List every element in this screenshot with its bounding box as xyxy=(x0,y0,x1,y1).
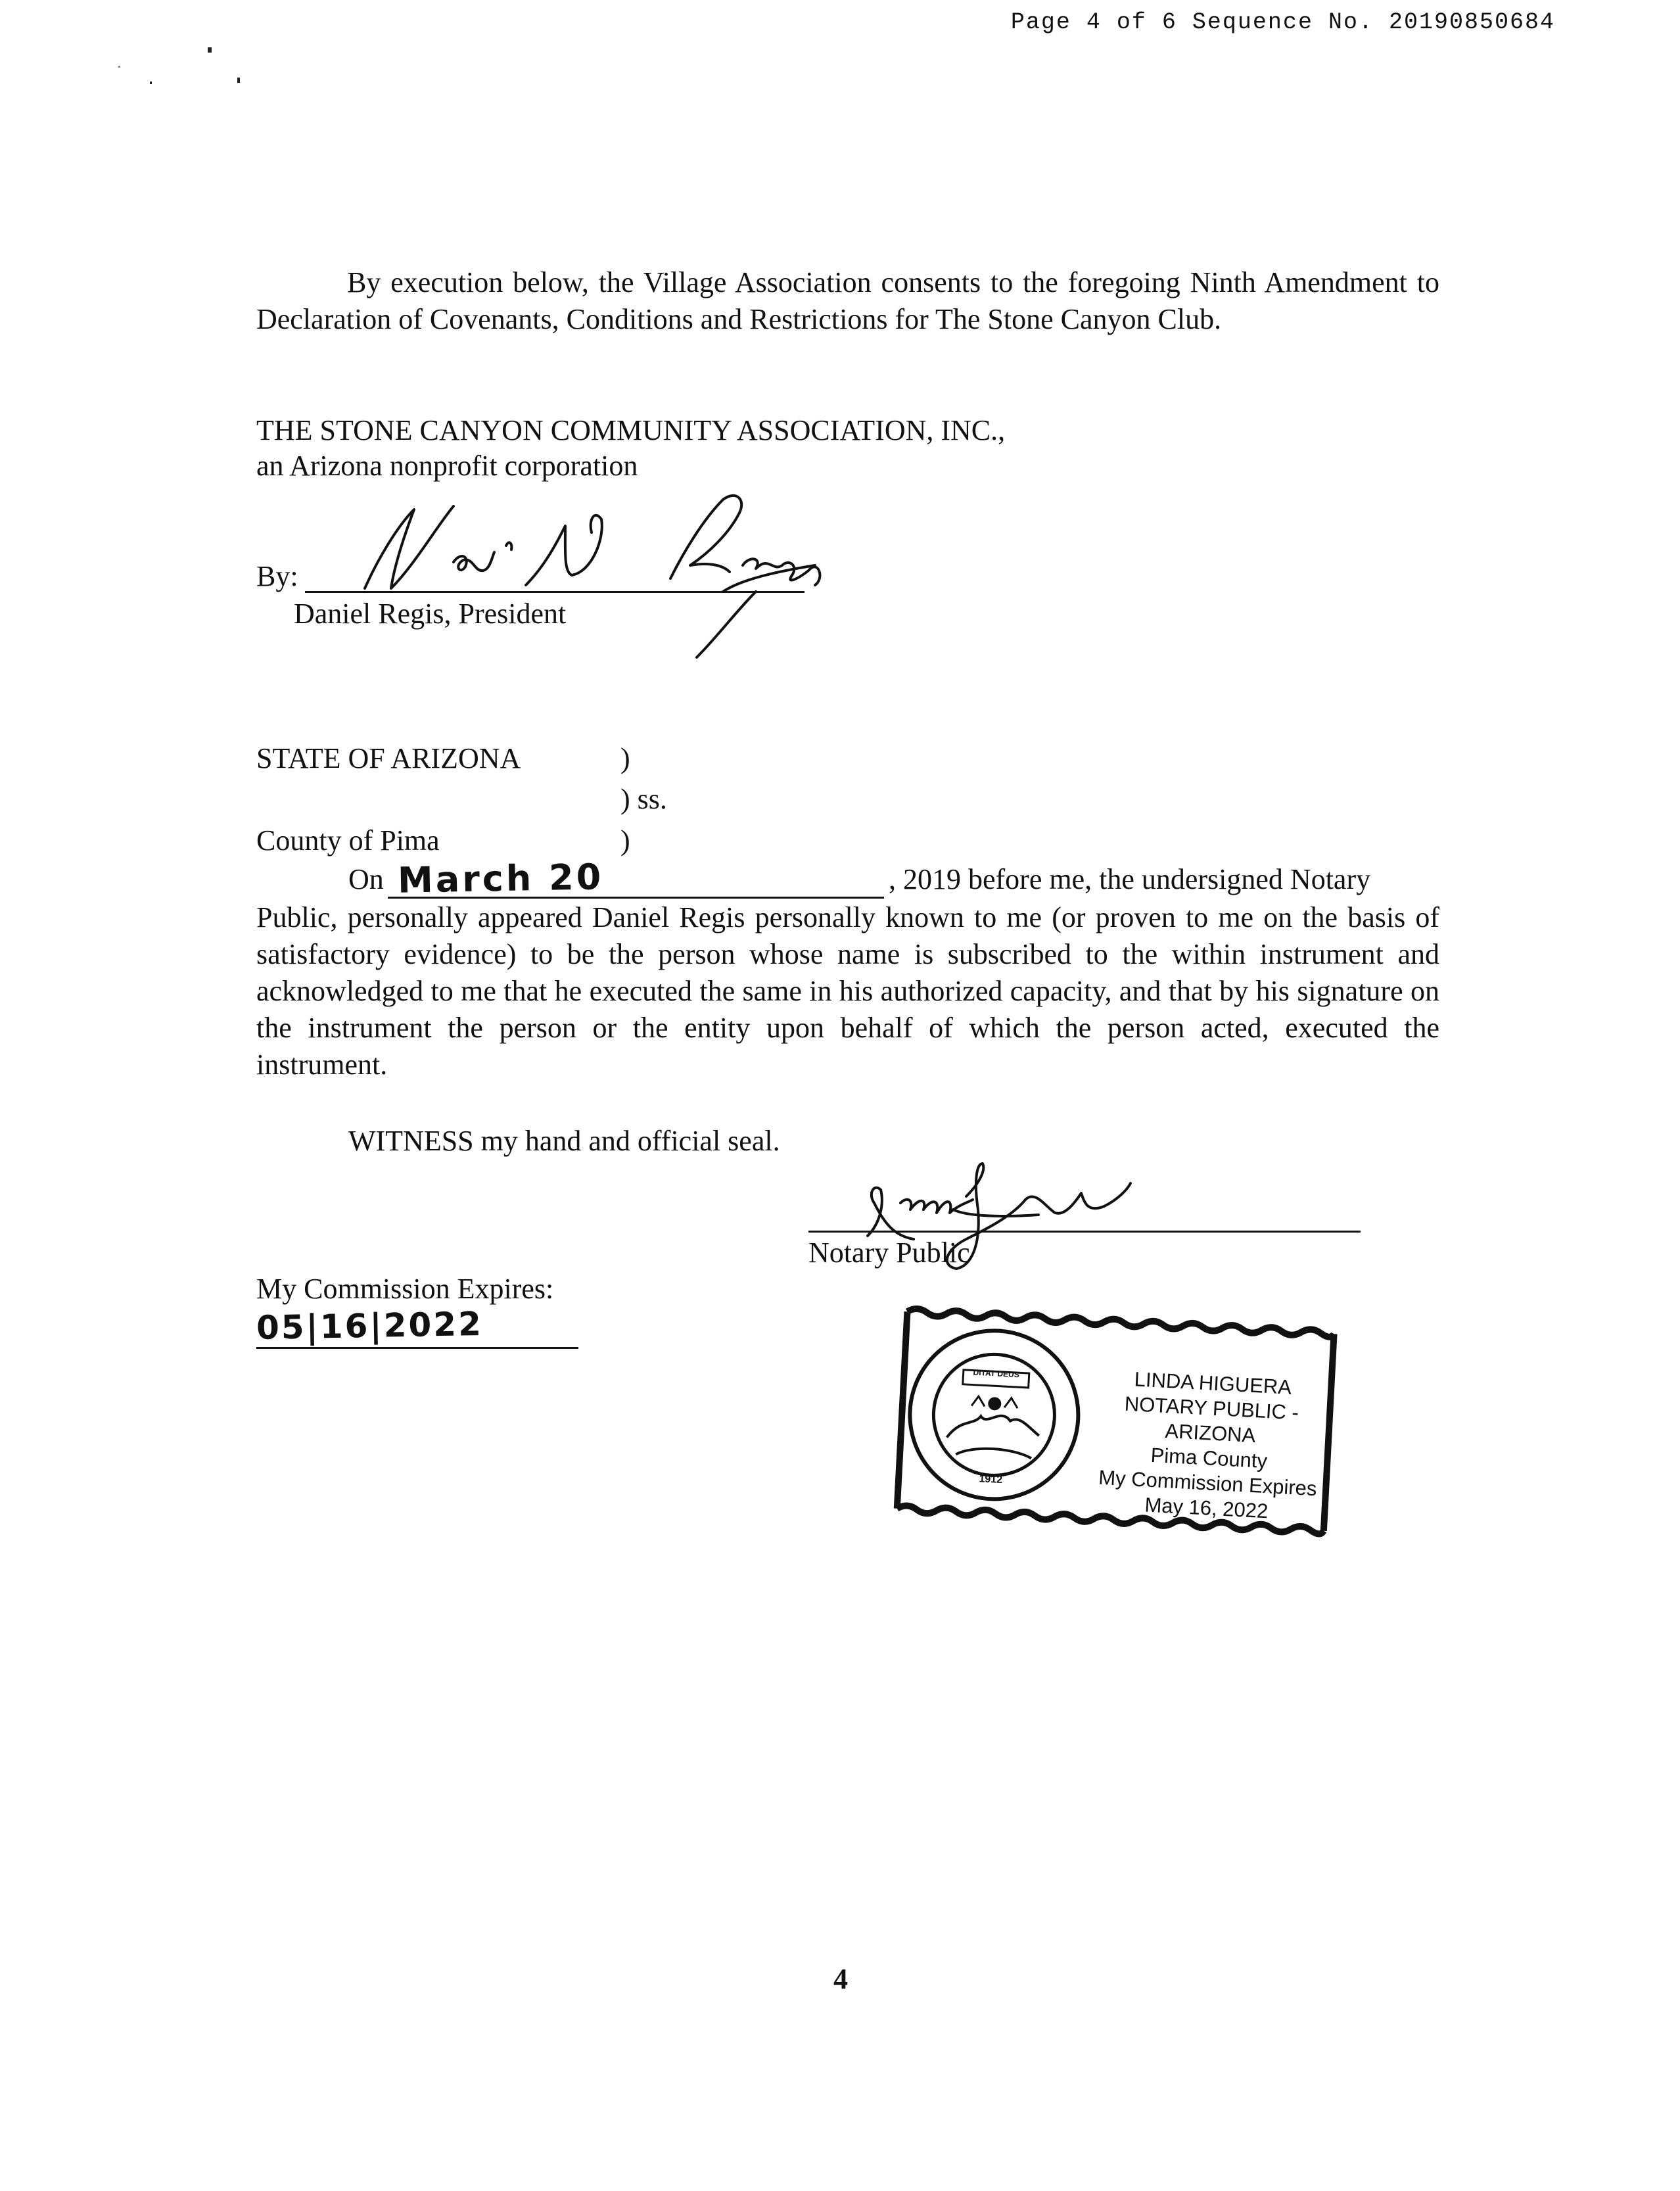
witness-text: WITNESS my hand and official seal. xyxy=(348,1125,780,1157)
notary-commission-label: My Commission Expires xyxy=(1098,1465,1318,1501)
acknowledgment-body: Public, personally appeared Daniel Regis personally known to me (or proven to me on the basis of satisfactory evidence) to be the person whose name is subscribed to the within instrument and acknowledged to me that he executed the same in his authorized capacity, and that by his signature on the instrument the person or the entity upon behalf of which the person acted, executed the instrument. xyxy=(256,901,1439,1081)
notary-county: Pima County xyxy=(1150,1443,1268,1473)
scan-speck xyxy=(208,47,212,53)
handwritten-date: March 20 xyxy=(397,856,604,901)
by-label: By: xyxy=(256,560,298,592)
date-line xyxy=(388,897,884,899)
association-block xyxy=(256,413,1005,484)
consent-paragraph xyxy=(256,264,1439,338)
association-type: an Arizona nonprofit corporation xyxy=(256,450,638,482)
venue-county: County of Pima xyxy=(256,824,440,857)
venue-state: STATE OF ARIZONA xyxy=(256,742,521,774)
notary-title: NOTARY PUBLIC - ARIZONA xyxy=(1124,1392,1299,1448)
venue-paren: ) xyxy=(620,824,630,857)
scan-speck xyxy=(118,66,120,68)
venue-paren: ) xyxy=(620,742,630,774)
notary-stamp xyxy=(890,1304,1341,1543)
handwritten-expiry: 05|16|2022 xyxy=(256,1304,484,1348)
seal-motto: DITAT DEUS xyxy=(973,1367,1020,1380)
scan-speck xyxy=(237,78,240,83)
consent-text: By execution below, the Village Association consents to the foregoing Ninth Amendment to Declaration of Covenants, Conditions and Restrictions for The Stone Canyon Club. xyxy=(256,266,1439,335)
notary-signature-line xyxy=(808,1231,1361,1233)
notary-name: LINDA HIGUERA xyxy=(1133,1367,1292,1399)
seal-year: 1912 xyxy=(979,1473,1003,1486)
page-sequence-header: Page 4 of 6 Sequence No. 20190850684 xyxy=(1010,9,1555,35)
stamp-text-block xyxy=(1081,1365,1338,1528)
signer-name: Daniel Regis, President xyxy=(294,598,567,630)
on-label: On xyxy=(348,863,384,895)
signature-line xyxy=(305,591,805,593)
notary-commission-date: May 16, 2022 xyxy=(1144,1493,1269,1523)
commission-line xyxy=(256,1347,578,1349)
association-name: THE STONE CANYON COMMUNITY ASSOCIATION, INC., xyxy=(256,414,1006,446)
notary-label: Notary Public xyxy=(808,1237,970,1269)
venue-ss: ) ss. xyxy=(620,783,667,815)
president-signature xyxy=(365,496,820,657)
scan-speck xyxy=(150,82,152,84)
commission-label: My Commission Expires: xyxy=(256,1273,554,1305)
page-number: 4 xyxy=(833,1963,848,1995)
acknowledgment-date-text: , 2019 before me, the undersigned Notary xyxy=(889,863,1371,895)
